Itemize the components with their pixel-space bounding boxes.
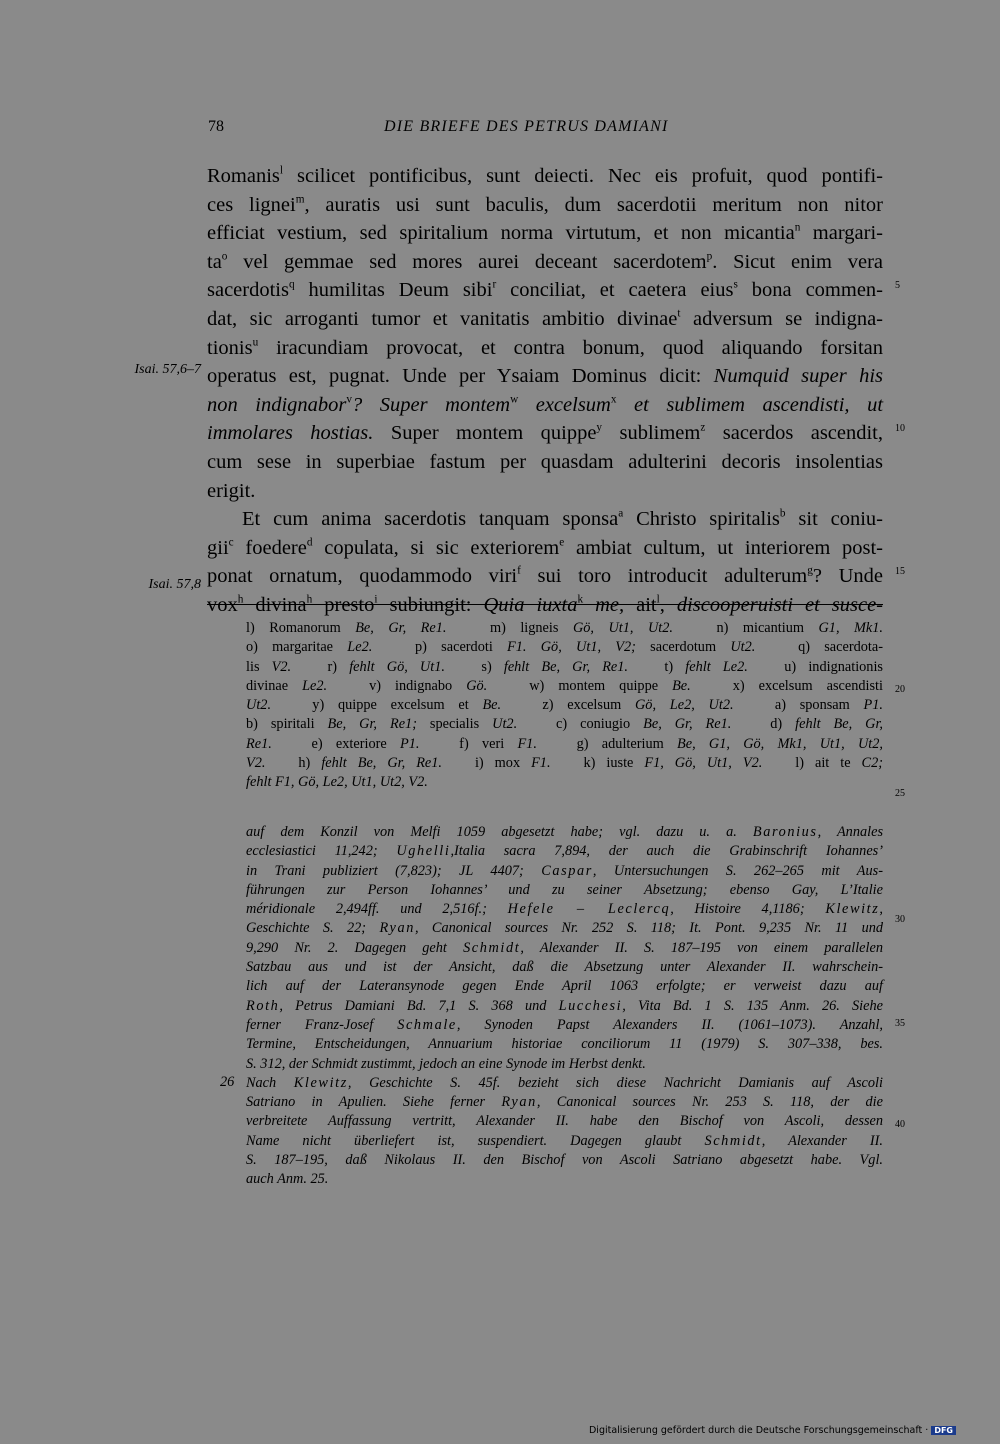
line-number: 5 <box>895 280 900 291</box>
footer <box>589 1425 956 1436</box>
main-text: Romanis$^l$ scilicet pontificibus, sunt deiecti. Nec eis profuit, quod pontifi- ces lignei$^m$, auratis usi sunt baculis, dum sacerdotii meritum non nitor efficiat vestium, sed spiritalium norma virtutum, et non micantia$^n$ margari- $ta^o$ vel gemmae sed mores aurei deceant sacerdotem$^p$. Sicut enim vera sacerdotis$^q$ humilitas Deum sibi$^r$ conciliat, et caetera eius$^s$ bona commen- dat, sic arroganti tumor et vanitatis ambitio divinae$^t$ adversum se indigna- tionis$^u$ iracundiam provocat, et contra bonum, quod aliquando forsitan operatus est, pugnat. Unde per Ysaiam Dominus dicit: Numquid super his non indignabor$^v$? Super montem$^w$ excelsum$^x$ et sublimem ascendisti, ut immolares hostias. Super montem quippe$^y$ sublimem$^z$ sacerdos ascendit, cum sese in superbiae fastum per quasdam adulterini decoris insolentias erigit. Et cum anima sacerdotis tanquam sponsa$^a$ Christo spiritalis$^b$ sit coniu- gii$^c$ foedere$^d$ copulata, si sic exteriorem$^e$ ambiat cultum, ut interiorem post- ponat ornatum, quodammodo viri$^f$ sui toro introducit adulterum$^g$? Unde vox$^h$ divina$^h$ presto$^i$ subiungit: Quia iuxta$^k$ me, ait$^l$, discooperuisti et susce- <box>207 164 884 616</box>
line-number: 35 <box>895 1018 905 1029</box>
commentary-number: 26 <box>220 1074 235 1090</box>
line-number: 10 <box>895 423 905 434</box>
footnote-rule <box>207 604 883 605</box>
running-title: DIE BRIEFE DES PETRUS DAMIANI <box>384 118 669 135</box>
line-number: 20 <box>895 684 905 695</box>
margin-note: Isai. 57,8 <box>148 577 201 592</box>
footer-text: Digitalisierung gefördert durch die Deutsche Forschungsgemeinschaft · <box>588 1425 929 1436</box>
line-number: 40 <box>895 1119 905 1130</box>
line-number: 25 <box>895 788 905 799</box>
line-number: 30 <box>895 914 905 925</box>
margin-note: Isai. 57,6–7 <box>134 362 201 377</box>
commentary: auf dem Konzil von Melfi 1059 abgesetzt habe; vgl. dazu u. a. Baronius, Annales ecclesiastici 11,242; Ughelli,Italia sacra 7,894, der auch die Grabinschrift Iohannes’ in Trani publiziert (7,823); JL 4407; Caspar, Untersuchungen S. 262–265 mit Aus- führungen zur Person Iohannes’ und zu seiner Absetzung; ebenso Gay, L’Italie méridionale 2,494ff. und 2,516f.; Hefele – Leclercq, Histoire 4,1186; Klewitz, Geschichte S. 22; Ryan, Canonical sources Nr. 252 S. 118; It. Pont. 9,235 Nr. 11 und 9,290 Nr. 2. Dagegen geht Schmidt, Alexander II. S. 187–195 von einem parallelen Satzbau aus und ist der Ansicht, daß die Absetzung unter Alexander II. wahrschein- lich auf der Lateransynode gegen Ende April 1063 erfolgte; er verweist dazu auf Roth, Petrus Damiani Bd. 7,1 S. 368 und Lucchesi, Vita Bd. 1 S. 135 Anm. 26. Siehe ferner Franz-Josef Schmale, Synoden Papst Alexanders II. (1061–1073). Anzahl, Termine, Entscheidungen, Annuarium historiae conciliorum 11 (1979) S. 307–338, bes. S. 312, der Schmidt zustimmt, jedoch an eine Synode im Herbst denkt. Nach Klewitz, Geschichte S. 45f. bezieht sich diese Nachricht Damianis auf Ascoli Satriano in Apulien. Siehe ferner Ryan, Canonical sources Nr. 253 S. 118, der die verbreitete Auffassung vertritt, Alexander II. habe den Bischof von Ascoli, dessen Name nicht überliefert ist, suspendiert. Dagegen glaubt Schmidt, Alexander II. S. 187–195, daß Nikolaus II. den Bischof von Ascoli Satriano abgesetzt habe. Vgl. auch Anm. 25. <box>246 824 884 1188</box>
critical-apparatus: l) Romanorum Be, Gr, Re1. m) ligneis Gö, Ut1, Ut2. n) micantium G1, Mk1. o) margaritae Le2. p) sacerdoti F1. Gö, Ut1, V2; sacerdotum Ut2. q) sacerdota- lis V2. r) fehlt Gö, Ut1. s) fehlt Be, Gr, Re1. t) fehlt Le2. u) indignationis divinae Le2. v) indignabo Gö. w) montem quippe Be. x) excelsum ascendisti Ut2. y) quippe excelsum et Be. z) excelsum Gö, Le2, Ut2. a) sponsam P1. b) spiritali Be, Gr, Re1; specialis Ut2. c) coniugio Be, Gr, Re1. d) fehlt Be, Gr, Re1. e) exteriore P1. f) veri F1. g) adulterium Be, G1, Gö, Mk1, Ut1, Ut2, V2. h) fehlt Be, Gr, Re1. i) mox F1. k) iuste F1, Gö, Ut1, V2. l) ait te C2; fehlt F1, Gö, Le2, Ut1, Ut2, V2. <box>246 620 884 791</box>
page-number: 78 <box>208 118 224 135</box>
dfg-logo: DFG <box>931 1426 956 1435</box>
line-number: 15 <box>895 566 905 577</box>
